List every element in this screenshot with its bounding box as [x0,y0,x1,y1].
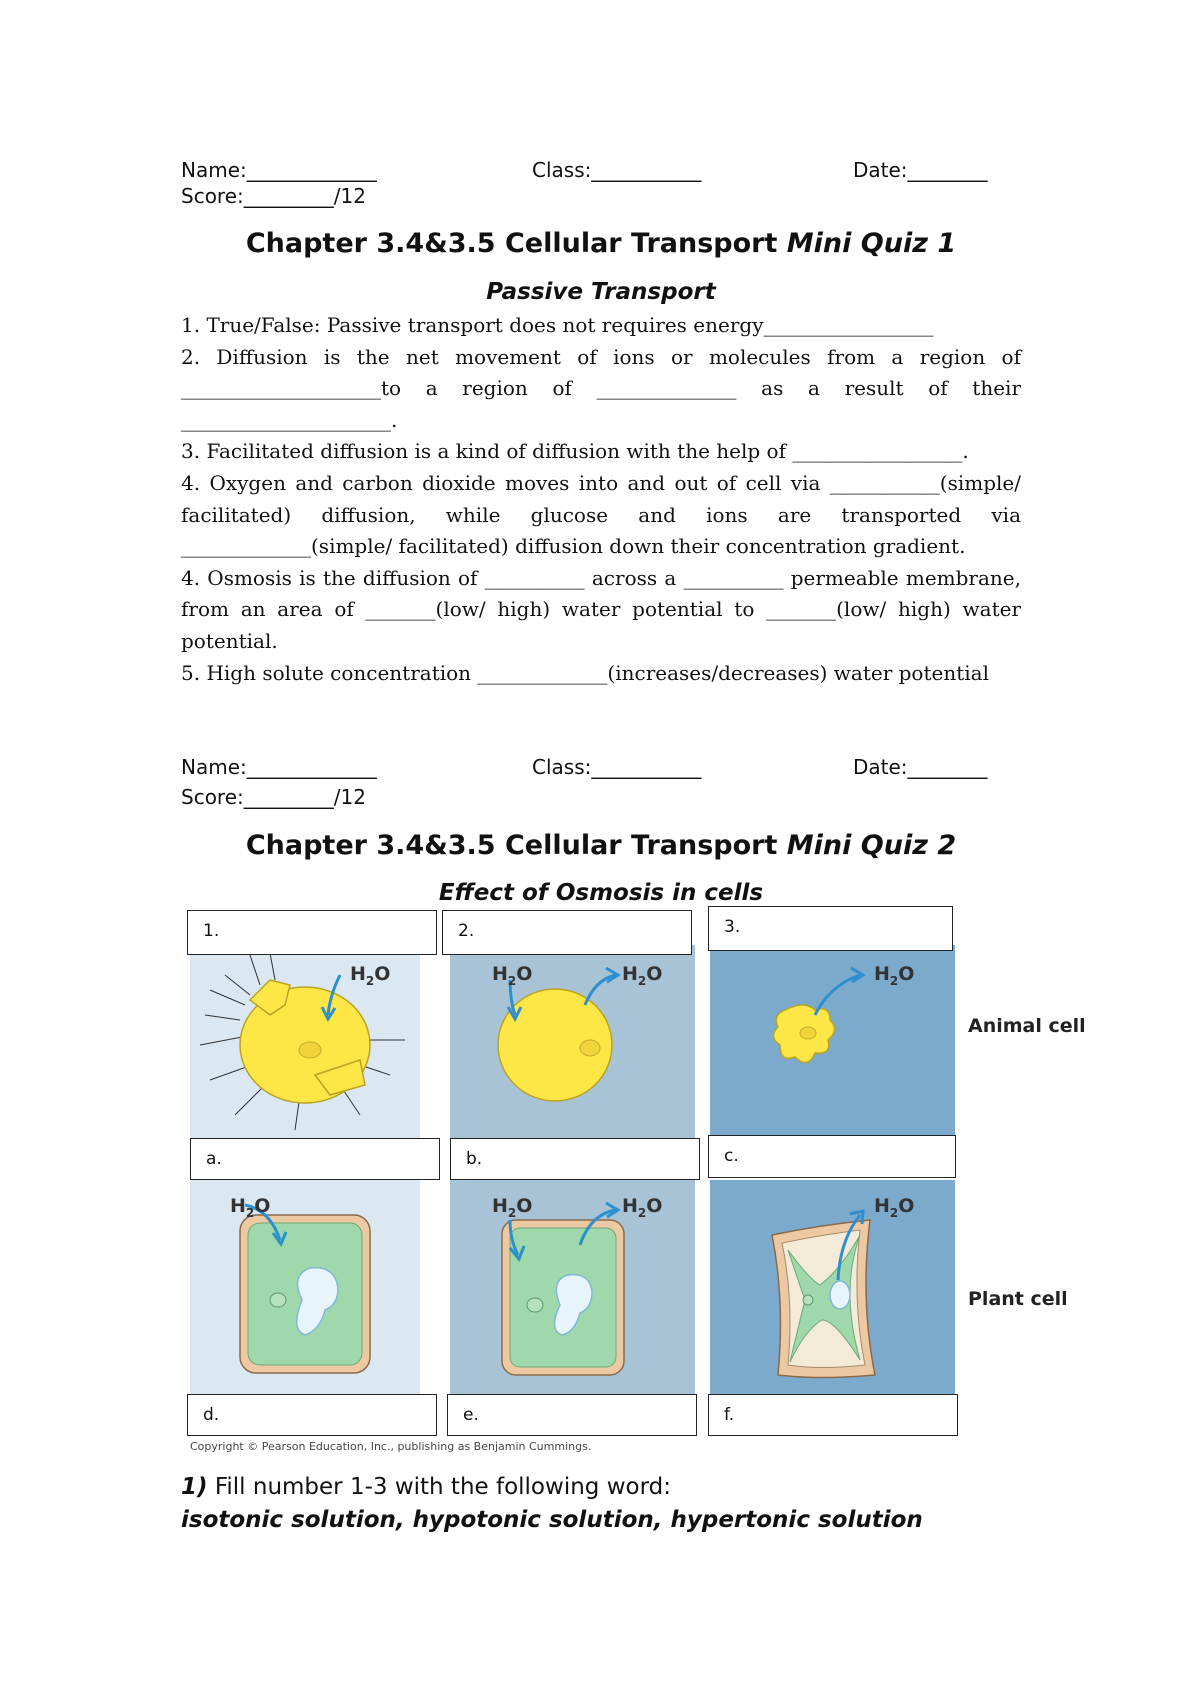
animal-cell-hypotonic-panel [190,945,420,1140]
name-field[interactable]: Name:_____________ [181,755,377,779]
svg-text:H2O: $H_2O$ [874,1195,915,1220]
answer-box-f[interactable]: f. [708,1394,958,1436]
answer-box-d[interactable]: d. [187,1394,437,1436]
quiz1-header [181,158,1021,210]
answer-box-a[interactable]: a. [190,1138,440,1180]
name-field[interactable]: Name:_____________ [181,158,377,182]
svg-text:H2O: $H_2O$ [622,963,663,988]
svg-text:H2O: $H_2O$ [492,1195,533,1220]
animal-cell-label: Animal cell [968,1015,1086,1037]
plant-cell-label: Plant cell [968,1288,1068,1310]
question-2: 2. Diffusion is the net movement of ions or molecules from a region of ____________________to a region of ______________ as a result of their _____________________. [181,344,1021,432]
svg-text:H2O: $H_2O$ [230,1195,271,1220]
question-1: 1. True/False: Passive transport does not requires energy_________________ [181,313,934,337]
copyright-note: Copyright © Pearson Education, Inc., publishing as Benjamin Cummings. [190,1440,592,1453]
quiz2-title: Chapter 3.4&3.5 Cellular Transport Mini Quiz 2 [245,830,957,861]
answer-box-b[interactable]: b. [450,1138,700,1180]
plant-cell-hypertonic-panel [710,1180,955,1395]
svg-text:H2O: $H_2O$ [350,963,391,988]
question-5: 5. High solute concentration _____________(increases/decreases) water potential [181,660,989,685]
quiz1-title: Chapter 3.4&3.5 Cellular Transport Mini Quiz 1 [245,228,957,259]
answer-word-list: isotonic solution, hypotonic solution, hypertonic solution [181,1507,923,1533]
instruction: 1) Fill number 1-3 with the following word: [181,1474,671,1500]
date-field[interactable]: Date:________ [853,158,988,182]
answer-box-2[interactable]: 2. [442,910,692,955]
question-4a: 4. Oxygen and carbon dioxide moves into and out of cell via ___________(simple/ facilitated) diffusion, while glucose and ions are transported via _____________(simple/ facilitated) diffusion down their concentration gradient. [181,470,1021,559]
question-4b: 4. Osmosis is the diffusion of __________ across a __________ permeable membrane, from an area of _______(low/ high) water potential to _______(low/ high) water potential. [181,565,1021,653]
answer-box-3[interactable]: 3. [708,906,953,951]
quiz2-header [181,755,1021,811]
class-field[interactable]: Class:___________ [532,158,702,182]
class-field[interactable]: Class:___________ [532,755,702,779]
answer-box-1[interactable]: 1. [187,910,437,955]
score-field[interactable]: Score:_________/12 [181,184,366,208]
plant-cell-isotonic-panel [450,1180,695,1395]
svg-text:H2O: $H_2O$ [874,963,915,988]
quiz1-subtitle: Passive Transport [486,279,716,305]
plant-cell-hypotonic-panel [190,1180,420,1395]
answer-box-c[interactable]: c. [708,1135,956,1178]
date-field[interactable]: Date:________ [853,755,988,779]
answer-box-e[interactable]: e. [447,1394,697,1436]
quiz1-questions [181,310,1021,689]
animal-cell-hypertonic-panel [710,945,955,1140]
svg-text:H2O: $H_2O$ [622,1195,663,1220]
quiz2-subtitle: Effect of Osmosis in cells [438,880,764,906]
animal-cell-isotonic-panel [450,945,695,1140]
svg-text:H2O: $H_2O$ [492,963,533,988]
question-3: 3. Facilitated diffusion is a kind of diffusion with the help of _________________. [181,439,969,464]
score-field[interactable]: Score:_________/12 [181,785,366,809]
